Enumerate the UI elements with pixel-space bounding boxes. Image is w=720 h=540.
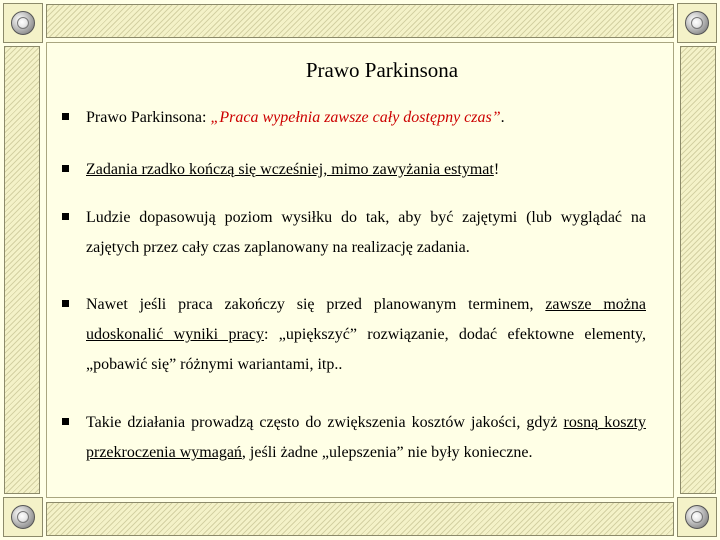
bullet-text xyxy=(86,103,646,133)
corner-ornament-top-right xyxy=(677,3,717,43)
bullet-item-4 xyxy=(62,290,646,380)
square-bullet-icon xyxy=(62,113,69,120)
bullet-pre: Nawet jeśli praca zakończy się przed planowanym terminem, xyxy=(86,296,546,313)
bullet-item-5 xyxy=(62,408,646,468)
frame-left-strip xyxy=(4,46,40,494)
underlined-text: Zadania rzadko kończą się wcześniej, mimo zawyżania estymat xyxy=(86,161,494,178)
bullet-text: Ludzie dopasowują poziom wysiłku do tak, aby być zajętymi (lub wyglądać na zajętych przez cały czas zaplanowany na realizację zadania. xyxy=(86,209,646,256)
bullet-item-1 xyxy=(62,103,646,133)
underlined-text: zawsze można udoskonalić wyniki pracy xyxy=(86,296,646,343)
ring-icon xyxy=(685,505,709,529)
bullet-post: : „upiększyć” rozwiązanie, dodać efektowne elementy, „pobawić się” różnymi wariantami, itp.. xyxy=(86,326,647,373)
square-bullet-icon xyxy=(62,418,69,425)
underlined-text: rosną koszty przekroczenia wymagań xyxy=(86,414,647,461)
parkinson-quote: „Praca wypełnia zawsze cały dostępny czas” xyxy=(210,109,501,126)
bullet-pre: Takie działania prowadzą często do zwiększenia kosztów jakości, gdyż xyxy=(86,414,564,431)
slide-title: Prawo Parkinsona xyxy=(305,58,459,82)
bullet-item-2 xyxy=(62,155,646,185)
bullet-text xyxy=(86,408,646,468)
frame-bottom-strip xyxy=(46,502,674,536)
square-bullet-icon xyxy=(62,300,69,307)
bullet-text xyxy=(86,155,646,185)
bullet-suffix: ! xyxy=(493,161,500,178)
bullet-post: , jeśli żadne „ulepszenia” nie były konieczne. xyxy=(241,444,533,461)
bullet-item-3 xyxy=(62,203,646,263)
square-bullet-icon xyxy=(62,213,69,220)
frame-right-strip xyxy=(680,46,716,494)
ring-icon xyxy=(685,11,709,35)
ring-icon xyxy=(11,11,35,35)
corner-ornament-top-left xyxy=(3,3,43,43)
ring-icon xyxy=(11,505,35,529)
frame-top-strip xyxy=(46,4,674,38)
corner-ornament-bottom-right xyxy=(677,497,717,537)
bullet-suffix: . xyxy=(500,109,505,126)
corner-ornament-bottom-left xyxy=(3,497,43,537)
bullet-prefix: Prawo Parkinsona: xyxy=(86,109,211,126)
bullet-text xyxy=(86,290,646,380)
square-bullet-icon xyxy=(62,165,69,172)
